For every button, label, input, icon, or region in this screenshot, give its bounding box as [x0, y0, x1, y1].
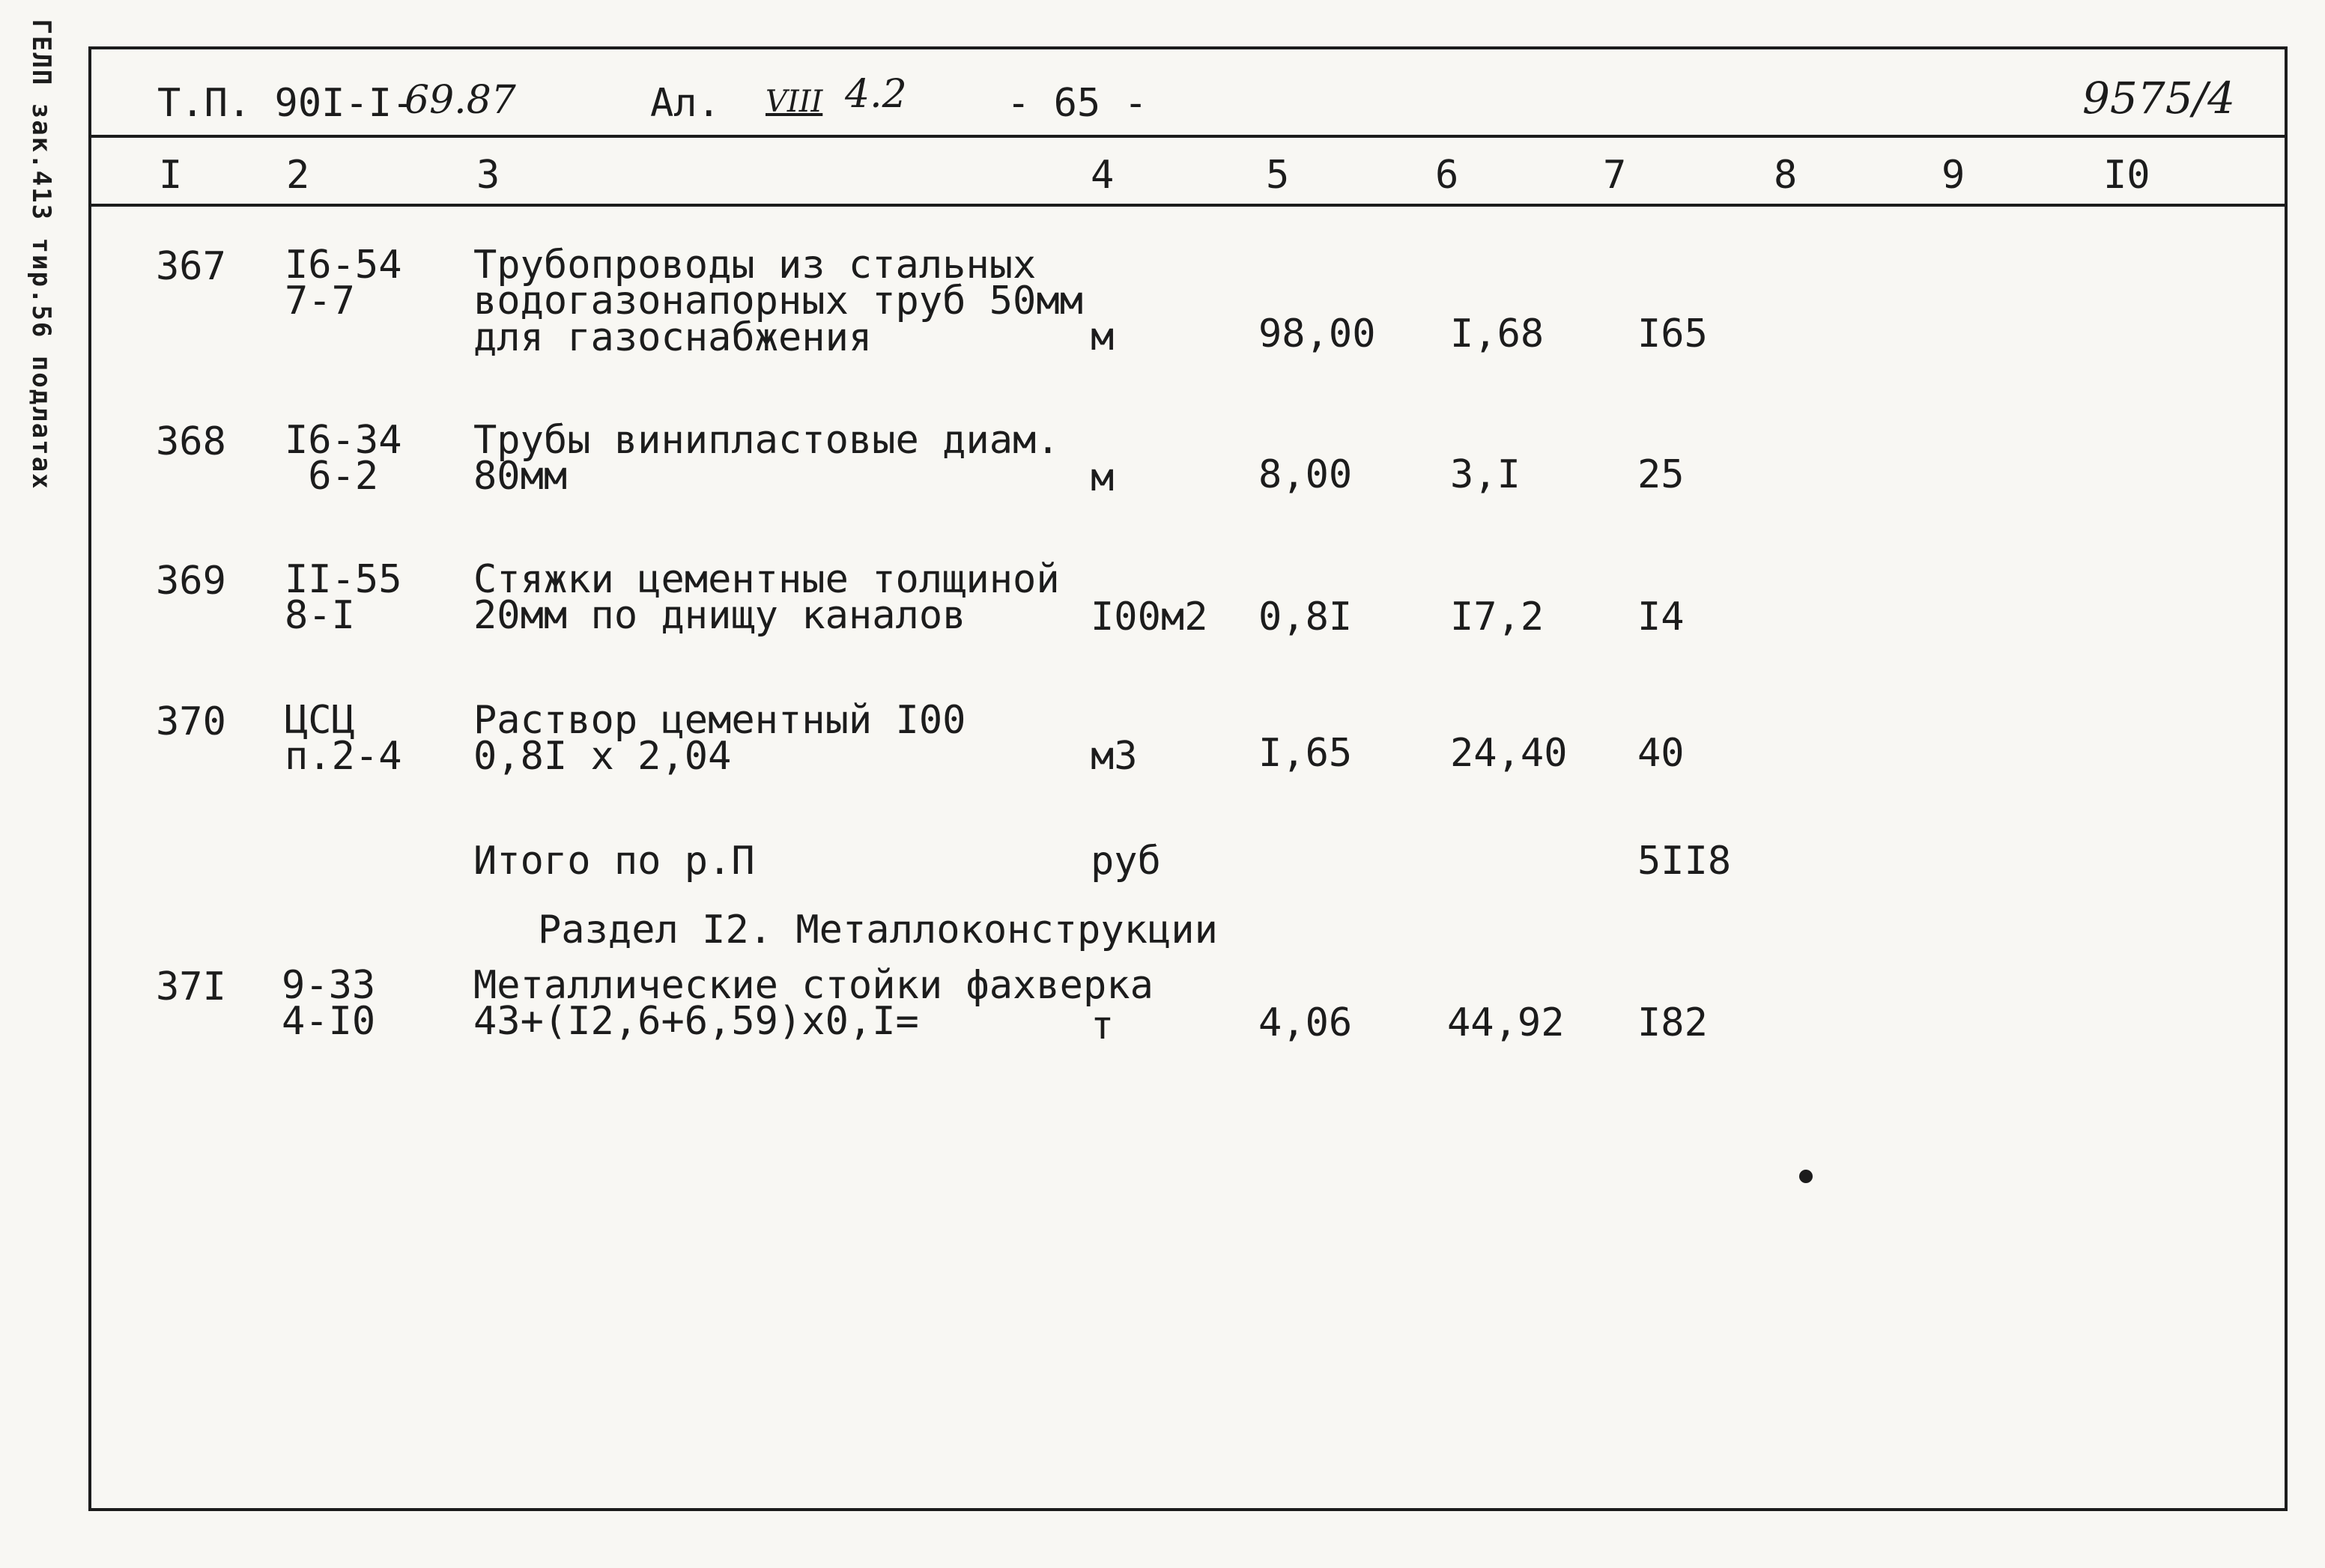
- section-title: Раздел I2. Металлоконструкции: [538, 908, 1218, 952]
- col-header-3: 3: [476, 153, 500, 198]
- col-header-5: 5: [1266, 153, 1290, 198]
- unit: т: [1091, 1003, 1115, 1048]
- total-cost: 40: [1637, 731, 1685, 776]
- total-cost: 25: [1637, 452, 1685, 497]
- row-number: 369: [156, 559, 226, 604]
- side-stamp: [7, 19, 75, 490]
- work-description: Трубопроводы из стальных водогазонапорных труб 50мм для газоснабжения: [473, 243, 1083, 360]
- subtotal-total: 5II8: [1637, 839, 1732, 884]
- album-label: Ал.: [650, 81, 721, 126]
- quantity: 0,8I: [1258, 595, 1353, 639]
- row-number: 370: [156, 699, 226, 744]
- side-stamp-text: ГЕЛП зак.413 тир.56 подлатах: [26, 19, 56, 490]
- work-description: Стяжки цементные толщиной 20мм по днищу каналов: [473, 557, 1060, 639]
- unit-price: 24,40: [1450, 731, 1568, 776]
- album-roman-handwritten: VIII: [766, 85, 823, 119]
- unit-price: I7,2: [1450, 595, 1545, 639]
- col-header-2: 2: [286, 153, 310, 198]
- total-cost: I65: [1637, 312, 1708, 356]
- album-number-handwritten: 4.2: [845, 72, 907, 117]
- quantity: 4,06: [1258, 1000, 1353, 1045]
- unit: м: [1091, 455, 1115, 500]
- row-number: 368: [156, 419, 226, 464]
- norm-code: ЦСЦ п.2-4: [285, 698, 402, 780]
- col-header-9: 9: [1941, 153, 1965, 198]
- total-cost: I4: [1637, 595, 1685, 639]
- ink-dot-mark: [1799, 1170, 1813, 1183]
- unit-price: I,68: [1450, 312, 1545, 356]
- row-number: 37I: [156, 964, 226, 1009]
- col-header-6: 6: [1435, 153, 1459, 198]
- work-description: Трубы винипластовые диам. 80мм: [473, 418, 1060, 499]
- unit-price: 44,92: [1447, 1000, 1565, 1045]
- col-header-4: 4: [1091, 153, 1115, 198]
- work-description: Раствор цементный I00 0,8I х 2,04: [473, 698, 966, 780]
- project-number-handwritten: 69.87: [404, 78, 516, 123]
- norm-code: II-55 8-I: [285, 557, 402, 639]
- total-cost: I82: [1637, 1000, 1708, 1045]
- header-rule: [88, 135, 2288, 138]
- work-description: Металлические стойки фахверка 43+(I2,6+6,59)х0,I=: [473, 963, 1154, 1045]
- col-header-10: I0: [2103, 153, 2150, 198]
- column-header-rule: [88, 204, 2288, 207]
- sheet-number-handwritten: 9575/4: [2082, 73, 2236, 124]
- subtotal-label: Итого по р.П: [473, 839, 755, 884]
- unit: м: [1091, 314, 1115, 359]
- quantity: 8,00: [1258, 452, 1353, 497]
- norm-code: I6-54 7-7: [285, 243, 402, 324]
- quantity: I,65: [1258, 731, 1353, 776]
- col-header-7: 7: [1603, 153, 1627, 198]
- quantity: 98,00: [1258, 312, 1376, 356]
- subtotal-unit: руб: [1091, 839, 1161, 884]
- norm-code: 9-33 4-I0: [282, 963, 376, 1045]
- project-prefix: Т.П. 90I-I-: [157, 81, 416, 126]
- unit-price: 3,I: [1450, 452, 1521, 497]
- norm-code: I6-34 6-2: [285, 418, 402, 499]
- row-number: 367: [156, 244, 226, 289]
- col-header-1: I: [159, 153, 183, 198]
- unit: м3: [1091, 734, 1138, 779]
- document-frame: [88, 46, 2288, 1511]
- unit: I00м2: [1091, 595, 1208, 639]
- page-number: - 65 -: [1007, 81, 1148, 126]
- col-header-8: 8: [1774, 153, 1798, 198]
